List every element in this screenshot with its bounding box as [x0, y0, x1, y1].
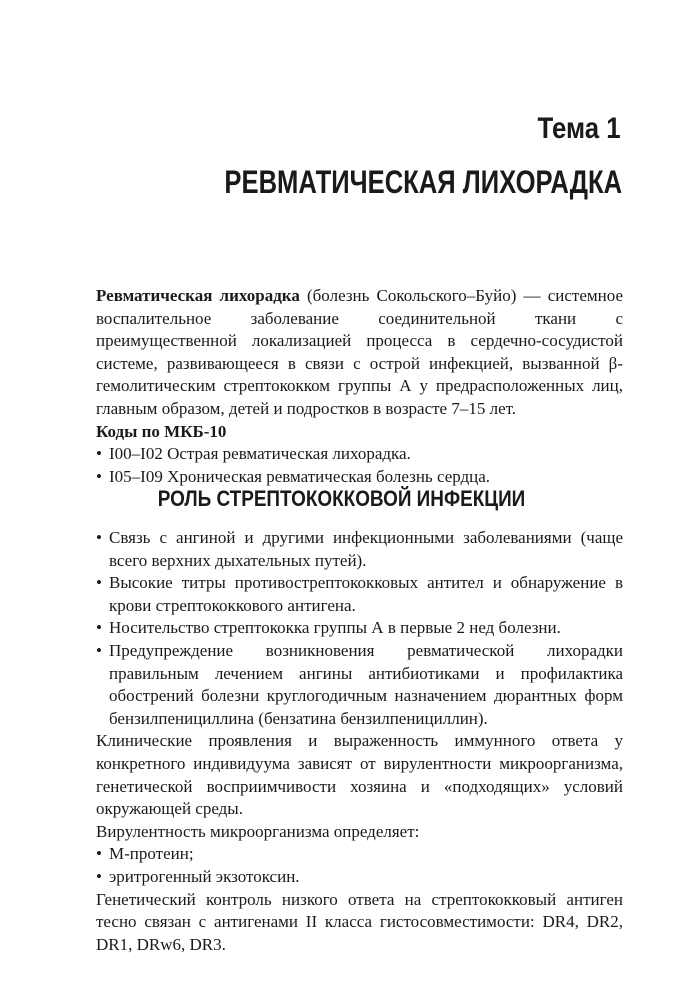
intro-block: [96, 285, 623, 488]
list-item: [96, 572, 623, 617]
list-item: [96, 466, 623, 489]
section-bullet: Высокие титры противострептококковых антител и обнаружение в крови стрептококкового антигена.: [109, 573, 623, 615]
intro-definition: (болезнь Сокольского–Буйо) — системное воспалительное заболевание соединительной ткани с преимущественной локализацией процесса в сердечно-сосудистой системе, развивающееся в связи с острой инфекцией, вызванной β-гемолитическим стрептококком группы А у предрасположенных лиц, главным образом, детей и подростков в возрасте 7–15 лет.: [96, 286, 623, 418]
list-item: [96, 640, 623, 730]
list-item: [96, 527, 623, 572]
icd-list: [96, 443, 623, 488]
section-bullet: Носительство стрептококка группы А в первые 2 нед болезни.: [109, 618, 561, 638]
icd-title: Коды по МКБ-10: [96, 421, 227, 441]
bullet-icon: •: [96, 444, 102, 464]
icd-item: I00–I02 Острая ревматическая лихорадка.: [109, 444, 411, 464]
section-block: [96, 527, 623, 956]
bullet-icon: •: [96, 466, 102, 486]
paragraph-clinical: Клинические проявления и выраженность иммунного ответа у конкретного индивидуума зависят от вирулентности микроорганизма, генетической восприимчивости хозяина и «подходящих» условий окружающей среды.: [96, 731, 623, 819]
section-bullets: [96, 527, 623, 730]
bullet-icon: •: [96, 640, 102, 660]
chapter-title: РЕВМАТИЧЕСКАЯ ЛИХОРАДКА: [224, 164, 622, 200]
section-bullet: Связь с ангиной и другими инфекционными заболеваниями (чаще всего верхних дыхательных путей).: [109, 528, 623, 570]
bullet-icon: •: [96, 866, 102, 886]
icd-item: I05–I09 Хроническая ревматическая болезнь сердца.: [109, 466, 491, 486]
bullet-icon: •: [96, 618, 102, 638]
paragraph-genetic: Генетический контроль низкого ответа на стрептококковый антиген тесно связан с антигенами II класса гистосовместимости: DR4, DR2, DR1, DRw6, DR3.: [96, 889, 623, 954]
section-bullet: Предупреждение возникновения ревматической лихорадки правильным лечением ангины антибиотиками и профилактика обострений болезни круглогодичным назначением дюрантных форм бензилпенициллина (бензатина бензилпенициллин).: [109, 640, 623, 728]
intro-term: Ревматическая лихорадка: [96, 286, 300, 305]
bullet-icon: •: [96, 844, 102, 864]
section-heading: РОЛЬ СТРЕПТОКОККОВОЙ ИНФЕКЦИИ: [157, 486, 526, 511]
virulence-list: [96, 843, 623, 888]
bullet-icon: •: [96, 528, 102, 547]
list-item: [96, 443, 623, 466]
bullet-icon: •: [96, 573, 102, 593]
intro-paragraph: [96, 285, 623, 421]
virulence-item: эритрогенный экзотоксин.: [109, 866, 300, 886]
theme-label: Тема 1: [537, 112, 621, 145]
virulence-intro: Вирулентность микроорганизма определяет:: [96, 821, 420, 841]
list-item: [96, 866, 623, 889]
list-item: [96, 843, 623, 866]
list-item: [96, 617, 623, 640]
virulence-item: М-протеин;: [109, 844, 194, 864]
